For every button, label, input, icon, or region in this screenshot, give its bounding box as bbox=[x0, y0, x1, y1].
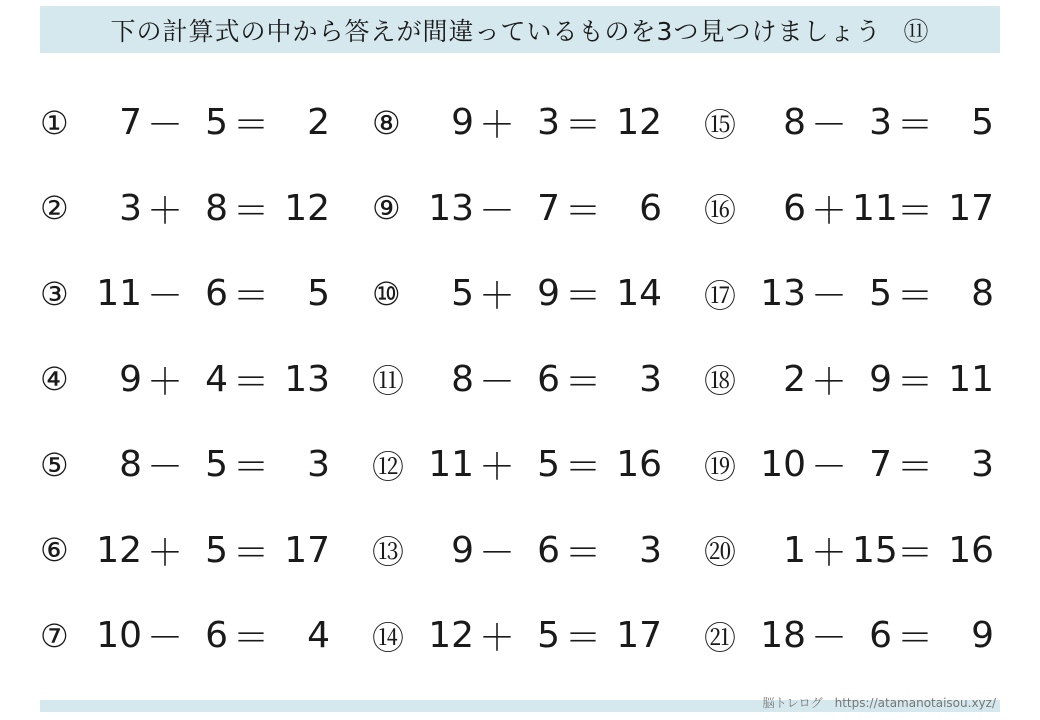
problem-grid bbox=[40, 80, 1000, 679]
answer: 12 bbox=[616, 102, 662, 144]
problem-item bbox=[704, 422, 994, 508]
operator: － bbox=[146, 618, 183, 660]
operator: － bbox=[810, 276, 847, 318]
answer: 3 bbox=[307, 444, 330, 486]
problem-item bbox=[704, 593, 994, 679]
problem-number: ⑨ bbox=[372, 189, 401, 228]
operand-b: 6 bbox=[537, 358, 560, 400]
problem-item bbox=[372, 251, 662, 337]
operand-a: 3 bbox=[119, 187, 142, 229]
equals-sign: ＝ bbox=[896, 190, 933, 232]
equals-sign: ＝ bbox=[896, 276, 933, 318]
problem-number: ⑤ bbox=[40, 445, 69, 484]
operand-a: 13 bbox=[428, 187, 474, 229]
operand-b: 5 bbox=[205, 102, 228, 144]
operator: ＋ bbox=[810, 532, 847, 574]
operand-b: 15 bbox=[852, 529, 898, 571]
operand-a: 9 bbox=[451, 102, 474, 144]
problem-row bbox=[40, 251, 1000, 337]
operand-a: 18 bbox=[760, 615, 806, 657]
answer: 11 bbox=[948, 358, 994, 400]
problem-item bbox=[704, 251, 994, 337]
problem-item bbox=[40, 337, 330, 423]
equals-sign: ＝ bbox=[564, 105, 601, 147]
equals-sign: ＝ bbox=[564, 447, 601, 489]
problem-item bbox=[40, 508, 330, 594]
operand-a: 8 bbox=[451, 358, 474, 400]
problem-item bbox=[704, 80, 994, 166]
page-title: 下の計算式の中から答えが間違っているものを3つ見つけましょう bbox=[110, 16, 882, 46]
equals-sign: ＝ bbox=[232, 190, 269, 232]
operand-a: 12 bbox=[96, 529, 142, 571]
operator: ＋ bbox=[478, 618, 515, 660]
answer: 3 bbox=[639, 358, 662, 400]
answer: 5 bbox=[971, 102, 994, 144]
problem-number: ㉑ bbox=[704, 618, 737, 657]
operator: ＋ bbox=[478, 276, 515, 318]
operand-b: 5 bbox=[205, 529, 228, 571]
equals-sign: ＝ bbox=[564, 618, 601, 660]
operand-b: 5 bbox=[205, 444, 228, 486]
problem-number: ⑲ bbox=[704, 447, 737, 486]
answer: 13 bbox=[284, 358, 330, 400]
operator: － bbox=[810, 105, 847, 147]
operand-b: 3 bbox=[869, 102, 892, 144]
answer: 2 bbox=[307, 102, 330, 144]
problem-number: ⑰ bbox=[704, 276, 737, 315]
answer: 6 bbox=[639, 187, 662, 229]
operator: － bbox=[478, 361, 515, 403]
operator: － bbox=[146, 276, 183, 318]
operand-b: 6 bbox=[869, 615, 892, 657]
operator: － bbox=[810, 447, 847, 489]
problem-item bbox=[704, 166, 994, 252]
operator: － bbox=[146, 447, 183, 489]
equals-sign: ＝ bbox=[232, 447, 269, 489]
equals-sign: ＝ bbox=[896, 532, 933, 574]
answer: 4 bbox=[307, 615, 330, 657]
equals-sign: ＝ bbox=[564, 361, 601, 403]
equals-sign: ＝ bbox=[232, 532, 269, 574]
equals-sign: ＝ bbox=[232, 618, 269, 660]
answer: 12 bbox=[284, 187, 330, 229]
operand-a: 9 bbox=[451, 529, 474, 571]
operand-a: 1 bbox=[783, 529, 806, 571]
operand-a: 5 bbox=[451, 273, 474, 315]
operand-b: 6 bbox=[205, 615, 228, 657]
operand-a: 8 bbox=[119, 444, 142, 486]
operand-a: 9 bbox=[119, 358, 142, 400]
operator: － bbox=[478, 532, 515, 574]
problem-number: ⑭ bbox=[372, 618, 405, 657]
problem-row bbox=[40, 593, 1000, 679]
problem-item bbox=[40, 166, 330, 252]
operand-b: 7 bbox=[869, 444, 892, 486]
problem-item bbox=[704, 508, 994, 594]
problem-item bbox=[40, 422, 330, 508]
footer-credit: 脳トレログ https://atamanotaisou.xyz/ bbox=[762, 696, 996, 710]
answer: 3 bbox=[971, 444, 994, 486]
operator: － bbox=[478, 190, 515, 232]
sheet-number: ⑪ bbox=[903, 16, 930, 46]
operand-b: 6 bbox=[537, 529, 560, 571]
operand-a: 11 bbox=[96, 273, 142, 315]
problem-item bbox=[372, 508, 662, 594]
operand-a: 10 bbox=[760, 444, 806, 486]
problem-number: ② bbox=[40, 189, 69, 228]
operand-b: 8 bbox=[205, 187, 228, 229]
answer: 5 bbox=[307, 273, 330, 315]
problem-number: ⑳ bbox=[704, 533, 737, 572]
problem-item bbox=[372, 80, 662, 166]
answer: 16 bbox=[948, 529, 994, 571]
equals-sign: ＝ bbox=[564, 190, 601, 232]
operand-b: 3 bbox=[537, 102, 560, 144]
problem-row bbox=[40, 508, 1000, 594]
problem-number: ⑦ bbox=[40, 616, 69, 655]
operator: ＋ bbox=[810, 361, 847, 403]
operator: － bbox=[146, 105, 183, 147]
equals-sign: ＝ bbox=[896, 361, 933, 403]
problem-row bbox=[40, 422, 1000, 508]
answer: 14 bbox=[616, 273, 662, 315]
problem-item bbox=[704, 337, 994, 423]
operator: ＋ bbox=[146, 361, 183, 403]
answer: 17 bbox=[616, 615, 662, 657]
problem-number: ⑩ bbox=[372, 274, 401, 313]
operator: ＋ bbox=[478, 105, 515, 147]
operator: ＋ bbox=[146, 190, 183, 232]
problem-number: ③ bbox=[40, 274, 69, 313]
equals-sign: ＝ bbox=[564, 276, 601, 318]
operator: ＋ bbox=[810, 190, 847, 232]
operand-a: 2 bbox=[783, 358, 806, 400]
operand-a: 8 bbox=[783, 102, 806, 144]
problem-item bbox=[372, 166, 662, 252]
operand-a: 13 bbox=[760, 273, 806, 315]
equals-sign: ＝ bbox=[896, 447, 933, 489]
equals-sign: ＝ bbox=[232, 276, 269, 318]
problem-item bbox=[372, 337, 662, 423]
problem-item bbox=[40, 593, 330, 679]
operator: ＋ bbox=[478, 447, 515, 489]
operand-b: 11 bbox=[852, 187, 898, 229]
operand-b: 7 bbox=[537, 187, 560, 229]
problem-item bbox=[40, 80, 330, 166]
problem-item bbox=[372, 593, 662, 679]
problem-number: ⑧ bbox=[372, 103, 401, 142]
answer: 17 bbox=[284, 529, 330, 571]
operand-b: 9 bbox=[869, 358, 892, 400]
problem-number: ⑯ bbox=[704, 191, 737, 230]
problem-row bbox=[40, 337, 1000, 423]
problem-number: ⑱ bbox=[704, 362, 737, 401]
operand-a: 7 bbox=[119, 102, 142, 144]
equals-sign: ＝ bbox=[896, 618, 933, 660]
operator: － bbox=[810, 618, 847, 660]
answer: 16 bbox=[616, 444, 662, 486]
problem-number: ⑫ bbox=[372, 447, 405, 486]
answer: 17 bbox=[948, 187, 994, 229]
problem-number: ⑥ bbox=[40, 531, 69, 570]
operand-a: 12 bbox=[428, 615, 474, 657]
operand-b: 9 bbox=[537, 273, 560, 315]
problem-number: ④ bbox=[40, 360, 69, 399]
operand-b: 6 bbox=[205, 273, 228, 315]
operator: ＋ bbox=[146, 532, 183, 574]
problem-number: ① bbox=[40, 103, 69, 142]
operand-b: 5 bbox=[869, 273, 892, 315]
equals-sign: ＝ bbox=[232, 105, 269, 147]
operand-a: 10 bbox=[96, 615, 142, 657]
answer: 3 bbox=[639, 529, 662, 571]
operand-a: 11 bbox=[428, 444, 474, 486]
equals-sign: ＝ bbox=[232, 361, 269, 403]
title-bar bbox=[40, 6, 1000, 53]
answer: 8 bbox=[971, 273, 994, 315]
problem-item bbox=[372, 422, 662, 508]
problem-row bbox=[40, 80, 1000, 166]
equals-sign: ＝ bbox=[896, 105, 933, 147]
problem-row bbox=[40, 166, 1000, 252]
problem-number: ⑬ bbox=[372, 533, 405, 572]
equals-sign: ＝ bbox=[564, 532, 601, 574]
operand-a: 6 bbox=[783, 187, 806, 229]
problem-number: ⑪ bbox=[372, 362, 405, 401]
operand-b: 5 bbox=[537, 444, 560, 486]
operand-b: 5 bbox=[537, 615, 560, 657]
answer: 9 bbox=[971, 615, 994, 657]
problem-number: ⑮ bbox=[704, 105, 737, 144]
operand-b: 4 bbox=[205, 358, 228, 400]
problem-item bbox=[40, 251, 330, 337]
